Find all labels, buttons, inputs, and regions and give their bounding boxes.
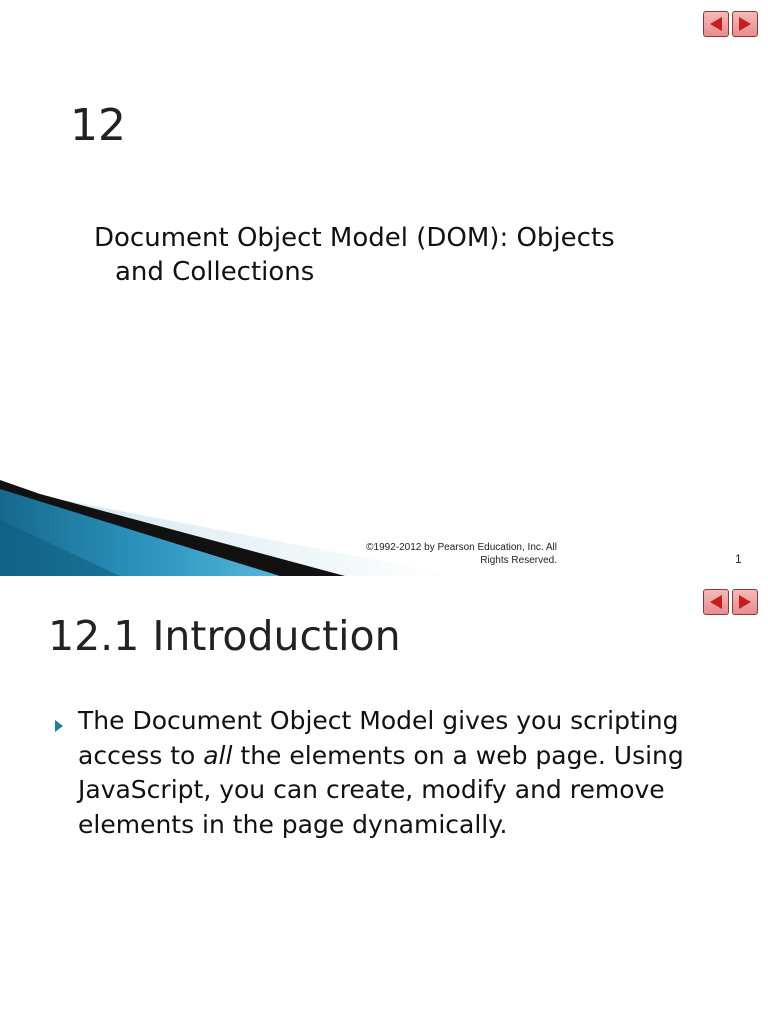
bullet-text [78,704,748,842]
previous-slide-button[interactable] [703,11,729,37]
chapter-number: 12 [70,100,126,151]
copyright-line-2: Rights Reserved. [480,555,557,566]
copyright-line-1: ©1992-2012 by Pearson Education, Inc. All [366,542,557,553]
triangle-right-icon [736,15,754,33]
page-number: 1 [735,552,742,566]
copyright-notice [340,541,557,567]
triangle-right-icon [736,593,754,611]
chapter-title [94,221,694,289]
bullet-text-emphasis: all [203,740,233,770]
previous-slide-button[interactable] [703,589,729,615]
chapter-title-line-1: Document Object Model (DOM): Objects [94,223,615,253]
triangle-left-icon [707,15,725,33]
slide-navigation [703,589,758,615]
slide-navigation [703,11,758,37]
bullet-text-part-1: The Document Object Model gives you scripting access to [78,706,679,770]
next-slide-button[interactable] [732,11,758,37]
next-slide-button[interactable] [732,589,758,615]
triangle-left-icon [707,593,725,611]
chapter-title-line-2: and Collections [115,257,315,287]
section-title: 12.1 Introduction [48,612,401,660]
bullet-text-part-2: the elements on a web page. Using JavaScript, you can create, modify and remove elements in the page dynamically. [78,740,684,839]
triangle-right-bullet-icon [54,720,64,732]
content-slide [0,576,768,1024]
